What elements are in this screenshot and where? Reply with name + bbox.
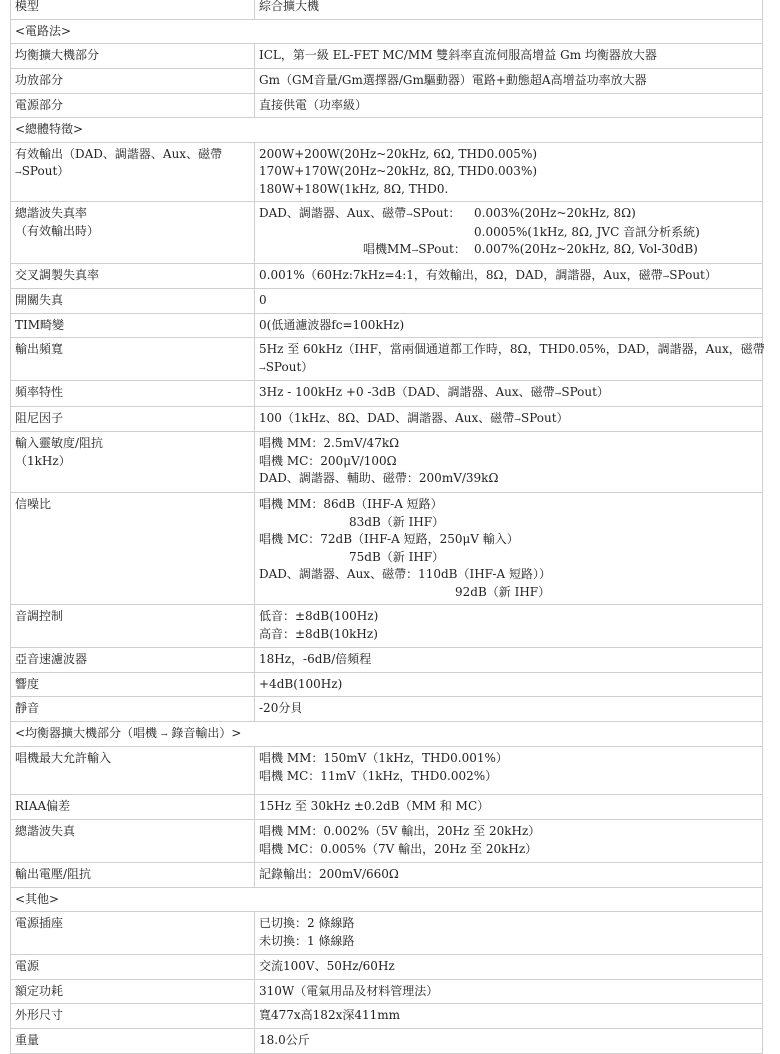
- spec-value-line: 0: [259, 293, 267, 307]
- spec-row: [11, 93, 763, 118]
- section-row: [11, 887, 763, 912]
- spec-value-line: 18Hz，-6dB/倍頻程: [259, 652, 372, 666]
- spec-value: [255, 313, 763, 338]
- spec-label: [11, 381, 255, 407]
- spec-label-line: 有效輸出（DAD、調諧器、Aux、磁帶: [15, 146, 223, 161]
- spec-row: [11, 863, 763, 888]
- arrow-icon: →: [160, 729, 168, 739]
- spec-value: [255, 381, 763, 407]
- spec-value: [255, 338, 763, 381]
- spec-row: [11, 1004, 763, 1029]
- spec-value-line: -20分貝: [259, 701, 303, 715]
- section-heading: <電路法>: [11, 19, 763, 44]
- spec-value-line: 低音：±8dB(100Hz): [259, 609, 379, 623]
- spec-value-line: 唱機 MM：150mV（1kHz，THD0.001%）: [259, 751, 508, 765]
- spec-value: [255, 202, 763, 264]
- spec-row: [11, 289, 763, 314]
- spec-value-line: 200W+200W(20Hz~20kHz, 6Ω, THD0.005%): [259, 146, 538, 161]
- spec-row: [11, 795, 763, 820]
- spec-value: [255, 912, 763, 955]
- spec-value-line: 3Hz - 100kHz +0 -3dB（DAD、調諧器、Aux、磁帶→SPout）: [259, 385, 609, 399]
- section-heading: <總體特徵>: [11, 118, 763, 143]
- arrow-icon: →: [554, 389, 562, 398]
- spec-row: [11, 747, 763, 795]
- spec-value-line: →SPout）: [259, 359, 314, 374]
- spec-value: [255, 493, 763, 605]
- spec-label: [11, 313, 255, 338]
- spec-value-part: DAD、調諧器、Aux、磁帶→SPout：: [259, 206, 461, 220]
- spec-label-line: （有效輸出時）: [15, 223, 100, 238]
- spec-value-line: 75dB（新 IHF）: [349, 549, 445, 564]
- spec-label: [11, 912, 255, 955]
- spec-value-line: 5Hz 至 60kHz（IHF，當兩個通道都工作時，8Ω，THD0.05%，DAD，調諧器，Aux，磁帶: [259, 342, 765, 356]
- spec-value-line: 未切換：1 條線路: [259, 933, 355, 948]
- spec-value-line: DAD、調諧器、Aux、磁帶：110dB（IHF-A 短路））: [259, 567, 552, 581]
- spec-label-line: 開關失真: [15, 293, 64, 307]
- spec-label-line: 交叉調製失真率: [15, 267, 100, 282]
- spec-label-line: TIM畸變: [15, 317, 65, 332]
- spec-value-line: 92dB（新 IHF）: [455, 584, 551, 599]
- spec-row: [11, 68, 763, 93]
- spec-value: [255, 263, 763, 289]
- spec-label: [11, 406, 255, 432]
- spec-value-line: [259, 241, 757, 260]
- spec-label: [11, 68, 255, 93]
- spec-value: [255, 672, 763, 697]
- spec-value-line: 直接供電（功率級）: [259, 97, 368, 112]
- spec-value: [255, 0, 763, 19]
- spec-label: [11, 44, 255, 69]
- spec-row: [11, 1028, 763, 1053]
- spec-value: [255, 68, 763, 93]
- spec-label-line: 頻率特性: [15, 385, 64, 399]
- spec-label: [11, 795, 255, 820]
- spec-value-line: ICL，第一級 EL-FET MC/MM 雙斜率直流伺服高增益 Gm 均衡器放大器: [259, 48, 657, 62]
- spec-label: [11, 493, 255, 605]
- spec-label-line: 輸出電壓/阻抗: [15, 867, 92, 881]
- spec-row: [11, 202, 763, 264]
- spec-value-line: 唱機 MC：11mV（1kHz，THD0.002%）: [259, 768, 498, 783]
- spec-value-line: 100（1kHz、8Ω、DAD、調諧器、Aux、磁帶→SPout）: [259, 410, 569, 425]
- spec-value-line: 已切換：2 條線路: [259, 916, 355, 930]
- section-heading: <其他>: [11, 887, 763, 912]
- section-row: [11, 721, 763, 747]
- spec-label: [11, 648, 255, 673]
- spec-label: [11, 0, 255, 19]
- section-row: [11, 19, 763, 44]
- spec-label: [11, 1028, 255, 1053]
- spec-value-line: [259, 224, 757, 242]
- spec-row: [11, 672, 763, 697]
- spec-value: [255, 820, 763, 863]
- spec-value-line: 18.0公斤: [259, 1032, 310, 1047]
- spec-value-part: 0.0005%(1kHz, 8Ω, JVC 音訊分析系統): [474, 224, 700, 239]
- spec-value: [255, 44, 763, 69]
- spec-value-line: 高音：±8dB(10kHz): [259, 626, 378, 641]
- spec-value: [255, 406, 763, 432]
- arrow-icon: →: [406, 210, 413, 219]
- spec-label-line: 模型: [15, 0, 40, 13]
- spec-row: [11, 406, 763, 432]
- spec-row: [11, 979, 763, 1004]
- spec-value-line: 唱機 MC：200μV/100Ω: [259, 453, 397, 468]
- spec-value: [255, 697, 763, 722]
- spec-label-line: 總諧波失真率: [15, 206, 88, 220]
- spec-value-line: 寬477x高182x深411mm: [259, 1008, 401, 1022]
- spec-label-line: 阻尼因子: [15, 410, 64, 425]
- spec-label-line: →SPout）: [15, 164, 70, 178]
- spec-row: [11, 605, 763, 648]
- spec-table-body: [11, 0, 763, 1053]
- spec-row: [11, 955, 763, 980]
- spec-label: [11, 820, 255, 863]
- spec-row: [11, 381, 763, 407]
- spec-label-line: 音調控制: [15, 609, 64, 623]
- spec-label-line: 外形尺寸: [15, 1008, 64, 1022]
- spec-row: [11, 263, 763, 289]
- spec-label-line: 響度: [15, 676, 40, 691]
- spec-row: [11, 432, 763, 493]
- spec-label: [11, 605, 255, 648]
- spec-value: [255, 863, 763, 888]
- spec-value-line: 310W（電氣用品及材料管理法）: [259, 983, 439, 998]
- spec-value-line: +4dB(100Hz): [259, 676, 343, 691]
- spec-row: [11, 697, 763, 722]
- spec-value-line: 記錄輸出：200mV/660Ω: [259, 867, 399, 881]
- spec-label: [11, 697, 255, 722]
- spec-table: [10, 0, 763, 1054]
- spec-value: [255, 142, 763, 202]
- spec-label: [11, 263, 255, 289]
- spec-label-line: 額定功耗: [15, 983, 64, 998]
- spec-value: [255, 979, 763, 1004]
- spec-label-line: 輸出頻寬: [15, 342, 64, 356]
- arrow-icon: →: [514, 414, 521, 424]
- spec-label-line: 總諧波失真: [15, 824, 76, 838]
- spec-label-line: 功放部分: [15, 72, 64, 87]
- spec-value: [255, 289, 763, 314]
- spec-value-line: 唱機 MC：72dB（IHF-A 短路，250μV 輸入）: [259, 532, 519, 546]
- spec-label-line: RIAA偏差: [15, 799, 71, 813]
- spec-label-line: 信噪比: [15, 497, 52, 511]
- spec-value-line: 綜合擴大機: [259, 0, 320, 13]
- spec-row: [11, 820, 763, 863]
- spec-row: [11, 493, 763, 605]
- spec-label: [11, 432, 255, 493]
- spec-value-line: 唱機 MC：0.005%（7V 輸出，20Hz 至 20kHz）: [259, 841, 538, 856]
- spec-value-line: [259, 205, 757, 224]
- spec-row: [11, 338, 763, 381]
- spec-label: [11, 747, 255, 795]
- spec-label-line: 電源部分: [15, 97, 64, 112]
- arrow-icon: →: [411, 246, 419, 255]
- spec-value-line: 交流100V、50Hz/60Hz: [259, 959, 395, 973]
- spec-row: [11, 142, 763, 202]
- spec-value: [255, 747, 763, 795]
- section-heading: <均衡器擴大機部分（唱機 → 錄音輸出）>: [11, 721, 763, 747]
- spec-value: [255, 432, 763, 493]
- spec-value: [255, 1004, 763, 1029]
- section-row: [11, 118, 763, 143]
- spec-value-line: 0.001%（60Hz:7kHz=4:1，有效輸出，8Ω，DAD，調諧器，Aux，磁帶→SPout）: [259, 267, 717, 282]
- spec-label-line: 重量: [15, 1032, 40, 1047]
- spec-value-part: 0.007%(20Hz~20kHz, 8Ω, Vol-30dB): [474, 242, 698, 256]
- spec-label-line: 亞音速濾波器: [15, 652, 88, 666]
- spec-value: [255, 795, 763, 820]
- spec-value: [255, 605, 763, 648]
- spec-value-line: 170W+170W(20Hz~20kHz, 8Ω, THD0.003%): [259, 164, 538, 178]
- spec-label-line: （1kHz）: [15, 453, 71, 468]
- spec-label: [11, 979, 255, 1004]
- spec-label-line: 均衡擴大機部分: [15, 48, 100, 62]
- spec-label-line: 輸入靈敏度/阻抗: [15, 436, 104, 450]
- spec-value-line: 唱機 MM：0.002%（5V 輸出，20Hz 至 20kHz）: [259, 824, 541, 838]
- spec-value-line: 唱機 MM：2.5mV/47kΩ: [259, 436, 400, 450]
- spec-value-line: 15Hz 至 30kHz ±0.2dB（MM 和 MC）: [259, 799, 490, 813]
- spec-value-line: Gm（GM音量/Gm選擇器/Gm驅動器）電路+動態超A高增益功率放大器: [259, 72, 647, 87]
- spec-label: [11, 202, 255, 264]
- spec-value-line: 唱機 MM：86dB（IHF-A 短路）: [259, 497, 443, 511]
- spec-label-line: 電源: [15, 959, 40, 973]
- spec-row: [11, 44, 763, 69]
- spec-label-line: 靜音: [15, 701, 40, 715]
- spec-value: [255, 648, 763, 673]
- spec-value-line: 180W+180W(1kHz, 8Ω, THD0.: [259, 181, 449, 196]
- spec-value-line: 0(低通濾波器fc=100kHz): [259, 317, 405, 332]
- spec-label-line: 電源插座: [15, 916, 64, 930]
- spec-label: [11, 93, 255, 118]
- spec-label: [11, 1004, 255, 1029]
- spec-value-line: DAD、調諧器、輔助、磁帶：200mV/39kΩ: [259, 471, 499, 485]
- spec-label-line: 唱機最大允許輸入: [15, 751, 112, 765]
- spec-label: [11, 672, 255, 697]
- spec-row: [11, 0, 763, 19]
- spec-row: [11, 912, 763, 955]
- spec-value-part: 0.003%(20Hz~20kHz, 8Ω): [474, 206, 636, 220]
- spec-label: [11, 338, 255, 381]
- spec-label: [11, 863, 255, 888]
- spec-row: [11, 648, 763, 673]
- spec-label: [11, 289, 255, 314]
- spec-label: [11, 955, 255, 980]
- spec-value: [255, 955, 763, 980]
- spec-value: [255, 93, 763, 118]
- spec-value-line: 83dB（新 IHF）: [349, 514, 445, 529]
- spec-label: [11, 142, 255, 202]
- arrow-icon: →: [15, 168, 22, 177]
- spec-value-part: 唱機MM→SPout：: [363, 242, 466, 256]
- arrow-icon: →: [662, 271, 670, 281]
- spec-value: [255, 1028, 763, 1053]
- spec-row: [11, 313, 763, 338]
- arrow-icon: →: [259, 363, 266, 373]
